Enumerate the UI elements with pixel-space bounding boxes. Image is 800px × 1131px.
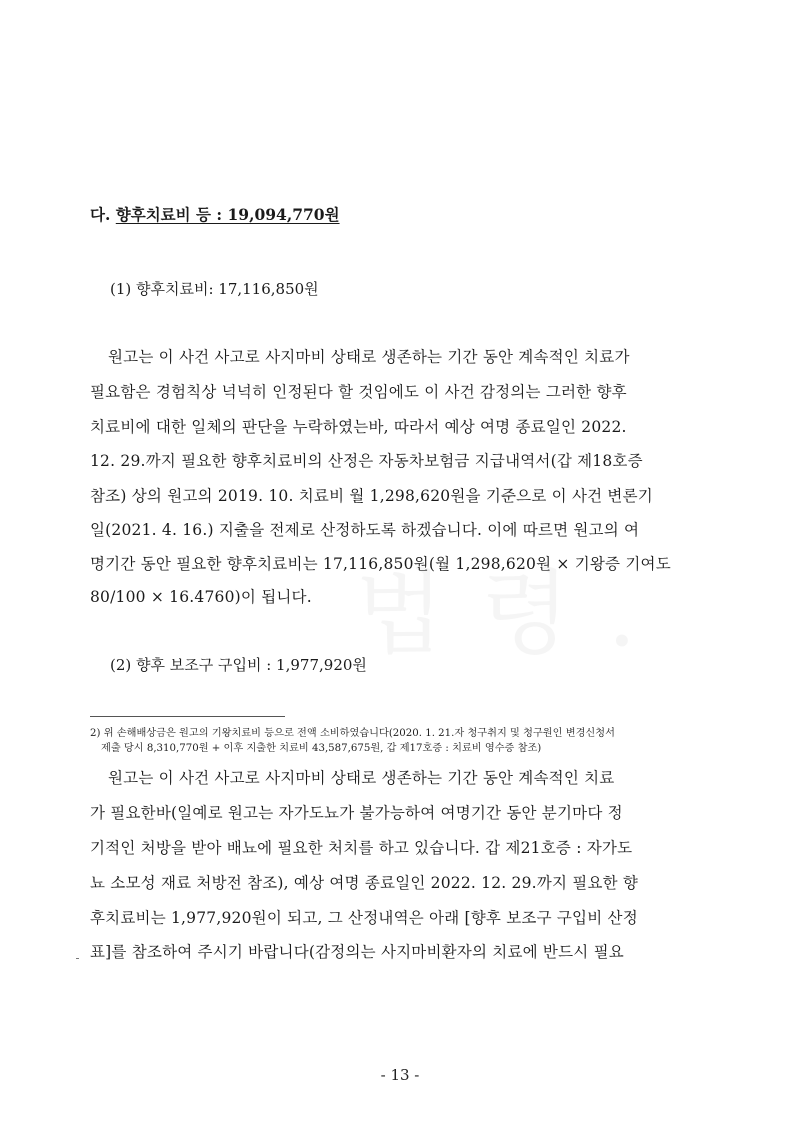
paragraph-line: 원고는 이 사건 사고로 사지마비 상태로 생존하는 기간 동안 계속적인 치료가 xyxy=(108,348,630,366)
paragraph-line: 가 필요한바(일예로 원고는 자가도뇨가 불가능하여 여명기간 동안 분기마다 정 xyxy=(90,804,623,822)
subheading-assistive-devices: (2) 향후 보조구 구입비 : 1,977,920원 xyxy=(110,656,367,674)
section-heading xyxy=(90,203,340,225)
paragraph-line: 후치료비는 1,977,920원이 되고, 그 산정내역은 아래 [향후 보조구 구입비 산정 xyxy=(90,909,638,927)
paragraph-line: 표]를 참조하여 주시기 바랍니다(감정의는 사지마비환자의 치료에 반드시 필요 xyxy=(90,943,624,961)
paragraph-line: 참조) 상의 원고의 2019. 10. 치료비 월 1,298,620원을 기준으로 이 사건 변론기 xyxy=(90,487,653,505)
paragraph-line: 일(2021. 4. 16.) 지출을 전제로 산정하도록 하겠습니다. 이에 따르면 원고의 여 xyxy=(90,521,640,539)
paragraph-line: 치료비에 대한 일체의 판단을 누락하였는바, 따라서 예상 여명 종료일인 2022. xyxy=(90,418,627,436)
paragraph-line: 80/100 × 16.4760)이 됩니다. xyxy=(90,588,312,606)
paragraph-line: 필요함은 경험칙상 넉넉히 인정된다 할 것임에도 이 사건 감정의는 그러한 향후 xyxy=(90,383,627,401)
footnote-divider xyxy=(90,716,285,717)
footnote-line: 제출 당시 8,310,770원 + 이후 지출한 치료비 43,587,675원, 갑 제17호증 : 치료비 영수증 참조) xyxy=(101,743,542,754)
paragraph-line: 12. 29.까지 필요한 향후치료비의 산정은 자동차보험금 지급내역서(갑 제18호증 xyxy=(90,452,643,470)
paragraph-line: 명기간 동안 필요한 향후치료비는 17,116,850원(월 1,298,620원 × 기왕증 기여도 xyxy=(90,555,671,573)
subheading-future-treatment: (1) 향후치료비: 17,116,850원 xyxy=(110,280,319,298)
section-prefix: 다. xyxy=(90,205,116,224)
section-title: 향후치료비 등 : 19,094,770원 xyxy=(115,205,340,224)
margin-mark xyxy=(76,958,79,959)
page-number: - 13 - xyxy=(380,1066,420,1084)
paragraph-line: 원고는 이 사건 사고로 사지마비 상태로 생존하는 기간 동안 계속적인 치료 xyxy=(108,769,615,787)
paragraph-line: 뇨 소모성 재료 처방전 참조), 예상 여명 종료일인 2022. 12. 29.까지 필요한 향 xyxy=(90,874,639,892)
footnote-line: 2) 위 손해배상금은 원고의 기왕치료비 등으로 전액 소비하였습니다(2020. 1. 21.자 청구취지 및 청구원인 변경신청서 xyxy=(90,728,615,739)
paragraph-line: 기적인 처방을 받아 배뇨에 필요한 처치를 하고 있습니다. 갑 제21호증 : 자가도 xyxy=(90,839,633,857)
